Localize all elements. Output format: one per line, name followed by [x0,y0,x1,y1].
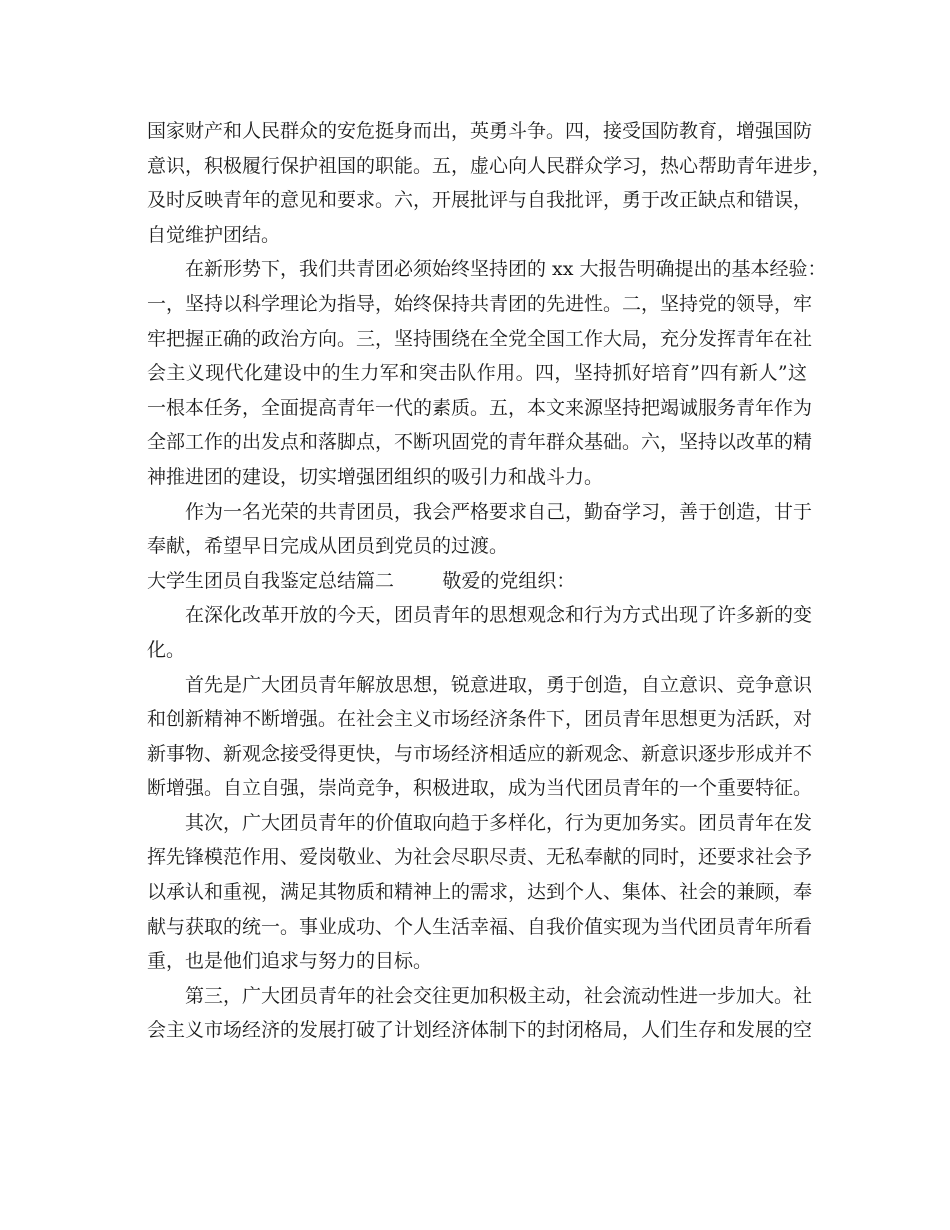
text-line: 自觉维护团结。 [147,223,281,246]
text-line: 重，也是他们追求与努力的目标。 [147,950,433,973]
text-line: 全部工作的出发点和落脚点，不断巩固党的青年群众基础。六，坚持以改革的精 [147,431,813,454]
text-line: 奉献，希望早日完成从团员到党员的过渡。 [147,535,509,558]
text-line: 在新形势下，我们共青团必须始终坚持团的 xx 大报告明确提出的基本经验： [185,258,827,281]
text-line: 和创新精神不断增强。在社会主义市场经济条件下，团员青年思想更为活跃，对 [147,708,813,731]
text-line: 断增强。自立自强，崇尚竞争，积极进取，成为当代团员青年的一个重要特征。 [147,777,813,800]
text-line: 一根本任务，全面提高青年一代的素质。五，本文来源坚持把竭诚服务青年作为 [147,396,813,419]
section-heading: 大学生团员自我鉴定总结篇二 敬爱的党组织： [147,569,576,592]
text-line: 神推进团的建设，切实增强团组织的吸引力和战斗力。 [147,465,604,488]
text-line: 意识，积极履行保护祖国的职能。五，虚心向人民群众学习，热心帮助青年进步， [147,154,832,177]
text-line: 以承认和重视，满足其物质和精神上的需求，达到个人、集体、社会的兼顾，奉 [147,881,813,904]
text-line: 及时反映青年的意见和要求。六，开展批评与自我批评，勇于改正缺点和错误， [147,189,813,212]
text-line: 会主义市场经济的发展打破了计划经济体制下的封闭格局，人们生存和发展的空 [147,1019,813,1042]
text-line: 在深化改革开放的今天，团员青年的思想观念和行为方式出现了许多新的变 [185,604,813,627]
text-line: 国家财产和人民群众的安危挺身而出，英勇斗争。四，接受国防教育，增强国防 [147,120,813,142]
text-line: 一，坚持以科学理论为指导，始终保持共青团的先进性。二，坚持党的领导，牢 [147,292,813,315]
document-body [147,114,832,1048]
text-line: 第三，广大团员青年的社会交往更加积极主动，社会流动性进一步加大。社 [185,984,813,1007]
text-line: 献与获取的统一。事业成功、个人生活幸福、自我价值实现为当代团员青年所看 [147,915,813,938]
text-line: 牢把握正确的政治方向。三，坚持围绕在全党全国工作大局，充分发挥青年在社 [147,327,813,350]
text-line: 会主义现代化建设中的生力军和突击队作用。四，坚持抓好培育”四有新人”这 [147,362,807,385]
text-line: 新事物、新观念接受得更快，与市场经济相适应的新观念、新意识逐步形成并不 [147,742,813,765]
text-line: 首先是广大团员青年解放思想，锐意进取，勇于创造，自立意识、竞争意识 [185,673,813,696]
text-line: 作为一名光荣的共青团员，我会严格要求自己，勤奋学习，善于创造，甘于 [185,500,813,523]
text-line: 挥先锋模范作用、爱岗敬业、为社会尽职尽责、无私奉献的同时，还要求社会予 [147,846,813,869]
text-line: 化。 [147,638,186,661]
text-line: 其次，广大团员青年的价值取向趋于多样化，行为更加务实。团员青年在发 [185,811,813,834]
